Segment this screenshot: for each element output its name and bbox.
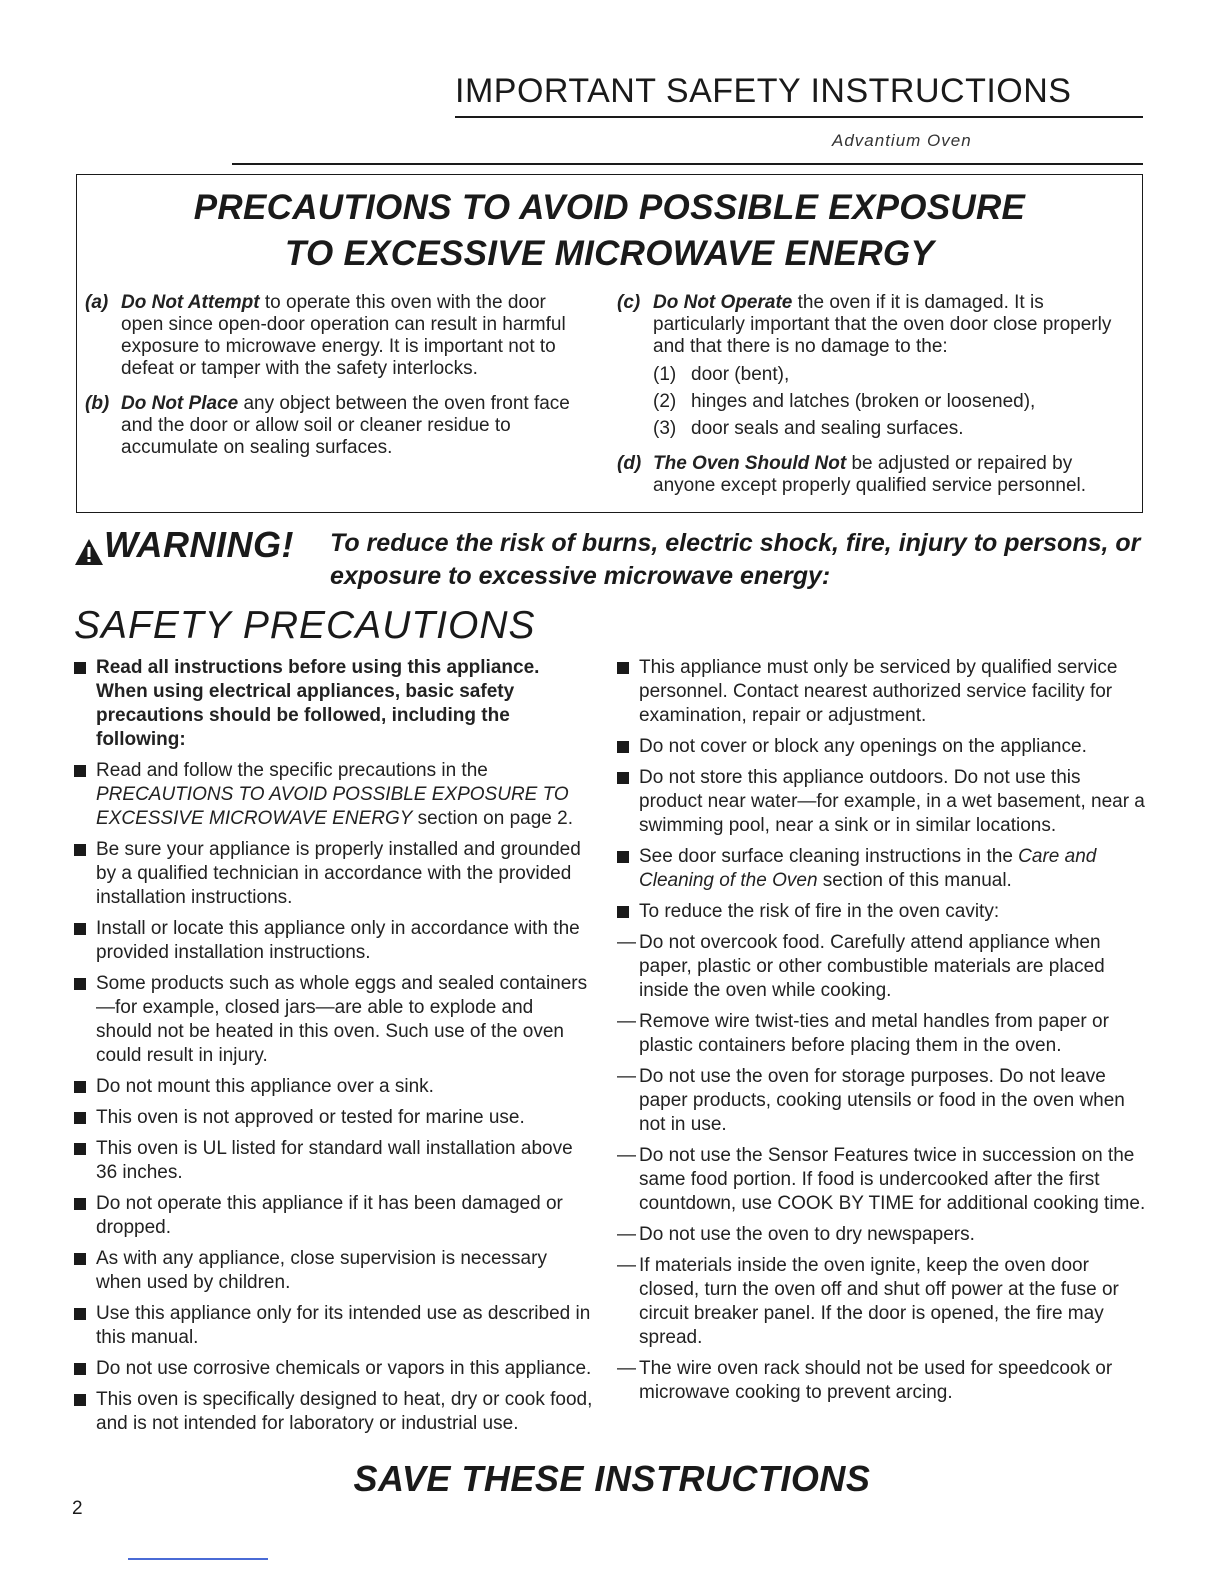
list-item-text: Use this appliance only for its intended use as described in this manual. bbox=[96, 1303, 591, 1348]
dash-icon: — bbox=[617, 1224, 636, 1245]
bullet-icon bbox=[617, 662, 629, 674]
list-item-text: Do not store this appliance outdoors. Do not use this product near water—for example, in a wet basement, near a swimming pool, near a sink or in similar locations. bbox=[639, 767, 1145, 836]
precaution-tag: (c) bbox=[617, 292, 641, 313]
precautions-right-column bbox=[617, 292, 1137, 510]
damage-item bbox=[653, 364, 1137, 386]
list-item-text: As with any appliance, close supervision is necessary when used by children. bbox=[96, 1248, 547, 1293]
dash-item bbox=[617, 1357, 1147, 1405]
dash-item bbox=[617, 931, 1147, 1003]
list-item bbox=[74, 656, 594, 752]
bullet-icon bbox=[74, 1112, 86, 1124]
damage-text: door (bent), bbox=[691, 364, 790, 385]
list-item-text: Install or locate this appliance only in accordance with the provided installation instructions. bbox=[96, 918, 580, 963]
safety-right-column bbox=[617, 656, 1147, 1412]
header-rule bbox=[232, 163, 1143, 165]
list-item-text: Do not cover or block any openings on the appliance. bbox=[639, 736, 1087, 757]
precaution-tag: (a) bbox=[85, 292, 109, 313]
list-item-text: Be sure your appliance is properly installed and grounded by a qualified technician in accordance with the provided installation instructions. bbox=[96, 839, 581, 908]
list-item-text: Some products such as whole eggs and sealed containers—for example, closed jars—are able to explode and should not be heated in this oven. Such use of the oven could result in injury. bbox=[96, 973, 588, 1066]
dash-item bbox=[617, 1010, 1147, 1058]
title-rule bbox=[455, 116, 1143, 118]
dash-icon: — bbox=[617, 932, 636, 953]
list-item-text: This appliance must only be serviced by qualified service personnel. Contact nearest authorized service facility for examination, repair or adjustment. bbox=[639, 657, 1118, 726]
page-title: IMPORTANT SAFETY INSTRUCTIONS bbox=[455, 72, 1072, 110]
precaution-tag: (b) bbox=[85, 393, 110, 414]
list-item-text: This oven is not approved or tested for marine use. bbox=[96, 1107, 525, 1128]
damage-list bbox=[653, 364, 1137, 440]
page-subtitle: Advantium Oven bbox=[832, 131, 972, 150]
list-item bbox=[74, 838, 594, 910]
list-item-text: Remove wire twist-ties and metal handles from paper or plastic containers before placing them in the oven. bbox=[639, 1011, 1109, 1056]
list-item-text: Read and follow the specific precautions in the bbox=[96, 760, 488, 781]
damage-number: (2) bbox=[653, 391, 677, 412]
list-item bbox=[74, 1388, 594, 1436]
precaution-lead: Do Not Operate bbox=[653, 292, 793, 313]
bullet-icon bbox=[617, 906, 629, 918]
list-item-text: This oven is specifically designed to heat, dry or cook food, and is not intended for laboratory or industrial use. bbox=[96, 1389, 593, 1434]
damage-item bbox=[653, 391, 1137, 413]
list-item bbox=[617, 900, 1147, 924]
dash-icon: — bbox=[617, 1255, 636, 1276]
precaution-lead: The Oven Should Not bbox=[653, 453, 847, 474]
precautions-title bbox=[77, 185, 1142, 277]
list-item-text: section of this manual. bbox=[817, 870, 1012, 891]
save-instructions-heading: SAVE THESE INSTRUCTIONS bbox=[353, 1458, 871, 1499]
bullet-icon bbox=[74, 978, 86, 990]
list-item-text: Do not mount this appliance over a sink. bbox=[96, 1076, 434, 1097]
bullet-icon bbox=[74, 1198, 86, 1210]
warning-triangle-icon bbox=[74, 538, 104, 566]
precaution-item-b bbox=[85, 393, 585, 459]
list-item-text: Do not use the oven for storage purposes. Do not leave paper products, cooking utensils or food in the oven when not in use. bbox=[639, 1066, 1125, 1135]
list-item-ref: PRECAUTIONS TO AVOID POSSIBLE EXPOSURE TO EXCESSIVE MICROWAVE ENERGY bbox=[96, 784, 569, 829]
dash-item bbox=[617, 1223, 1147, 1247]
damage-item bbox=[653, 418, 1137, 440]
bullet-icon bbox=[74, 1363, 86, 1375]
safety-left-column bbox=[74, 656, 594, 1443]
bullet-icon bbox=[617, 772, 629, 784]
list-item bbox=[74, 1247, 594, 1295]
list-item bbox=[74, 1106, 594, 1130]
list-item-text: The wire oven rack should not be used for speedcook or microwave cooking to prevent arcing. bbox=[639, 1358, 1113, 1403]
list-item-text: Read all instructions before using this appliance. When using electrical appliances, basic safety precautions should be followed, including the following: bbox=[96, 657, 540, 750]
precaution-item-d bbox=[617, 453, 1137, 497]
list-item-text: See door surface cleaning instructions in the bbox=[639, 846, 1019, 867]
list-item-text: Do not use the Sensor Features twice in succession on the same food portion. If food is undercooked after the first countdown, use COOK BY TIME for additional cooking time. bbox=[639, 1145, 1146, 1214]
bullet-icon bbox=[74, 662, 86, 674]
precaution-tag: (d) bbox=[617, 453, 642, 474]
list-item-text: section on page 2. bbox=[412, 808, 573, 829]
bullet-icon bbox=[74, 844, 86, 856]
list-item bbox=[74, 1302, 594, 1350]
precautions-title-line2: TO EXCESSIVE MICROWAVE ENERGY bbox=[284, 234, 935, 273]
list-item-text: This oven is UL listed for standard wall installation above 36 inches. bbox=[96, 1138, 573, 1183]
dash-icon: — bbox=[617, 1145, 636, 1166]
list-item bbox=[74, 1192, 594, 1240]
precaution-text: the oven if it is damaged. It is particularly important that the oven door close properly and that there is no damage to the: bbox=[653, 292, 1112, 357]
damage-number: (1) bbox=[653, 364, 677, 385]
list-item bbox=[617, 735, 1147, 759]
list-item-ref: Care and Cleaning of the Oven bbox=[639, 846, 1097, 891]
dash-icon: — bbox=[617, 1066, 636, 1087]
dash-icon: — bbox=[617, 1011, 636, 1032]
bullet-icon bbox=[74, 1394, 86, 1406]
list-item bbox=[74, 917, 594, 965]
precaution-item-a bbox=[85, 292, 585, 380]
list-item bbox=[617, 766, 1147, 838]
precaution-text: to operate this oven with the door open since open-door operation can result in harmful exposure to microwave energy. It is important not to defeat or tamper with the safety interlocks. bbox=[121, 292, 566, 379]
warning-text: To reduce the risk of burns, electric shock, fire, injury to persons, or exposure to excessive microwave energy: bbox=[330, 529, 1141, 590]
precaution-item-c bbox=[617, 292, 1137, 440]
list-item-text: Do not operate this appliance if it has been damaged or dropped. bbox=[96, 1193, 563, 1238]
dash-item bbox=[617, 1065, 1147, 1137]
warning-label: WARNING! bbox=[104, 524, 294, 565]
dash-item bbox=[617, 1144, 1147, 1216]
precautions-title-line1: PRECAUTIONS TO AVOID POSSIBLE EXPOSURE bbox=[193, 188, 1026, 227]
list-item bbox=[74, 1357, 594, 1381]
bullet-icon bbox=[74, 765, 86, 777]
list-item-text: Do not use the oven to dry newspapers. bbox=[639, 1224, 975, 1245]
list-item bbox=[617, 656, 1147, 728]
damage-text: hinges and latches (broken or loosened), bbox=[691, 391, 1036, 412]
bullet-icon bbox=[74, 1253, 86, 1265]
list-item bbox=[74, 759, 594, 831]
list-item-text: Do not use corrosive chemicals or vapors in this appliance. bbox=[96, 1358, 592, 1379]
damage-number: (3) bbox=[653, 418, 677, 439]
safety-title: SAFETY PRECAUTIONS bbox=[74, 604, 536, 647]
bullet-icon bbox=[74, 923, 86, 935]
bullet-icon bbox=[617, 851, 629, 863]
bullet-icon bbox=[617, 741, 629, 753]
precaution-text: any object between the oven front face and the door or allow soil or cleaner residue to accumulate on sealing surfaces. bbox=[121, 393, 570, 458]
precaution-text: be adjusted or repaired by anyone except properly qualified service personnel. bbox=[653, 453, 1087, 496]
dash-icon: — bbox=[617, 1358, 636, 1379]
dash-item bbox=[617, 1254, 1147, 1350]
list-item bbox=[74, 1137, 594, 1185]
precaution-lead: Do Not Place bbox=[121, 393, 239, 414]
damage-text: door seals and sealing surfaces. bbox=[691, 418, 964, 439]
bullet-icon bbox=[74, 1081, 86, 1093]
precaution-lead: Do Not Attempt bbox=[121, 292, 260, 313]
precautions-box bbox=[76, 174, 1143, 513]
list-item bbox=[617, 845, 1147, 893]
list-item-text: If materials inside the oven ignite, keep the oven door closed, turn the oven off and shut off power at the fuse or circuit breaker panel. If the door is opened, the fire may spread. bbox=[639, 1255, 1119, 1348]
page-number: 2 bbox=[72, 1498, 83, 1519]
list-item-text: To reduce the risk of fire in the oven cavity: bbox=[639, 901, 1000, 922]
list-item bbox=[74, 972, 594, 1068]
bullet-icon bbox=[74, 1143, 86, 1155]
list-item bbox=[74, 1075, 594, 1099]
bullet-icon bbox=[74, 1308, 86, 1320]
footer-rule bbox=[128, 1558, 268, 1560]
precautions-left-column bbox=[85, 292, 585, 472]
list-item-text: Do not overcook food. Carefully attend appliance when paper, plastic or other combustible materials are placed inside the oven while cooking. bbox=[639, 932, 1105, 1001]
